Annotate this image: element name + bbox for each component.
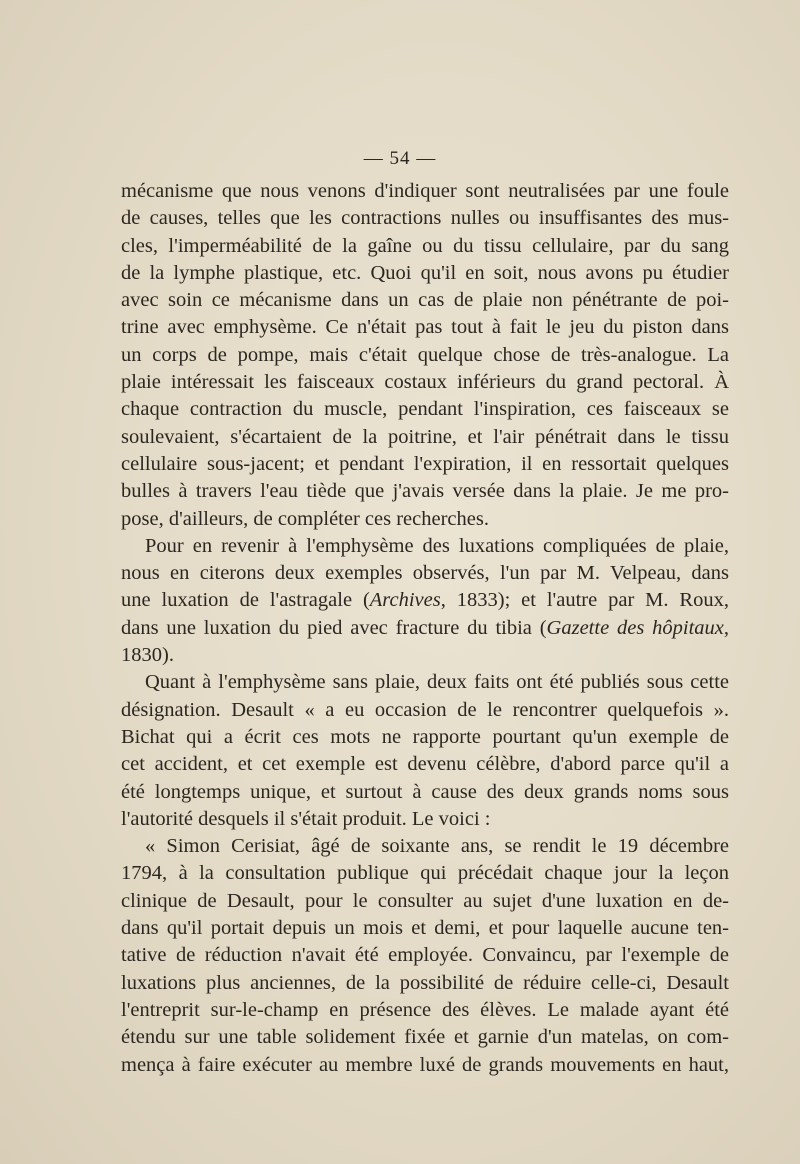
text-line: cellulaire sous-jacent; et pendant l'expiration, il en ressortait quelques xyxy=(121,452,729,475)
text-line: avec soin ce mécanisme dans un cas de plaie non pénétrante de poi- xyxy=(121,289,729,312)
text-line: chaque contraction du muscle, pendant l'inspiration, ces faisceaux se xyxy=(121,398,729,421)
text-line: étendu sur une table solidement fixée et garnie d'un matelas, on com- xyxy=(121,1026,729,1049)
text-line: cles, l'imperméabilité de la gaîne ou du tissu cellulaire, par du sang xyxy=(121,234,729,257)
text-line: plaie intéressait les faisceaux costaux inférieurs du grand pectoral. À xyxy=(121,371,729,394)
text-line: de la lymphe plastique, etc. Quoi qu'il en soit, nous avons pu étudier xyxy=(121,261,729,284)
italic-citation: Archives xyxy=(369,589,441,612)
text-line: soulevaient, s'écartaient de la poitrine, et l'air pénétrait dans le tissu xyxy=(121,425,729,448)
text-line: l'entreprit sur-le-champ en présence des élèves. Le malade ayant été xyxy=(121,998,729,1021)
text-line: 1830). xyxy=(121,644,174,667)
text-line: clinique de Desault, pour le consulter au sujet d'une luxation en de- xyxy=(121,889,729,912)
text-line: « Simon Cerisiat, âgé de soixante ans, se rendit le 19 décembre xyxy=(145,835,729,858)
text-line: pose, d'ailleurs, de compléter ces recherches. xyxy=(121,507,489,530)
text-line: tative de réduction n'avait été employée. Convaincu, par l'exemple de xyxy=(121,944,729,967)
text-line: Bichat qui a écrit ces mots ne rapporte pourtant qu'un exemple de xyxy=(121,725,729,748)
text-line: dans qu'il portait depuis un mois et demi, et pour laquelle aucune ten- xyxy=(121,917,729,940)
italic-citation: Gazette des hôpitaux xyxy=(546,616,724,639)
text-line: Pour en revenir à l'emphysème des luxations compliquées de plaie, xyxy=(145,534,729,557)
text-line: nous en citerons deux exemples observés, l'un par M. Velpeau, dans xyxy=(121,562,729,585)
text-line: une luxation de l'astragale (Archives, 1833); et l'autre par M. Roux, xyxy=(121,589,729,612)
text-line: un corps de pompe, mais c'était quelque chose de très-analogue. La xyxy=(121,343,729,366)
text-line: mença à faire exécuter au membre luxé de grands mouvements en haut, xyxy=(121,1053,729,1076)
page-number: — 54 — xyxy=(363,148,437,169)
body-text xyxy=(121,178,729,1079)
text-line: désignation. Desault « a eu occasion de le rencontrer quelquefois ». xyxy=(121,698,729,721)
text-line: dans une luxation du pied avec fracture du tibia (Gazette des hôpitaux, xyxy=(121,616,729,639)
text-line: cet accident, et cet exemple est devenu célèbre, d'abord parce qu'il a xyxy=(121,753,729,776)
text-line: trine avec emphysème. Ce n'était pas tout à fait le jeu du piston dans xyxy=(121,316,729,339)
text-line: de causes, telles que les contractions nulles ou insuffisantes des mus- xyxy=(121,207,729,230)
text-line: luxations plus anciennes, de la possibilité de réduire celle-ci, Desault xyxy=(121,971,729,994)
text-line: l'autorité desquels il s'était produit. Le voici : xyxy=(121,807,491,830)
text-line: été longtemps unique, et surtout à cause des deux grands noms sous xyxy=(121,780,729,803)
text-line: bulles à travers l'eau tiède que j'avais versée dans la plaie. Je me pro- xyxy=(121,480,729,503)
text-line: mécanisme que nous venons d'indiquer sont neutralisées par une foule xyxy=(121,180,729,202)
text-line: Quant à l'emphysème sans plaie, deux faits ont été publiés sous cette xyxy=(145,671,729,694)
text-line: 1794, à la consultation publique qui précédait chaque jour la leçon xyxy=(121,862,729,885)
